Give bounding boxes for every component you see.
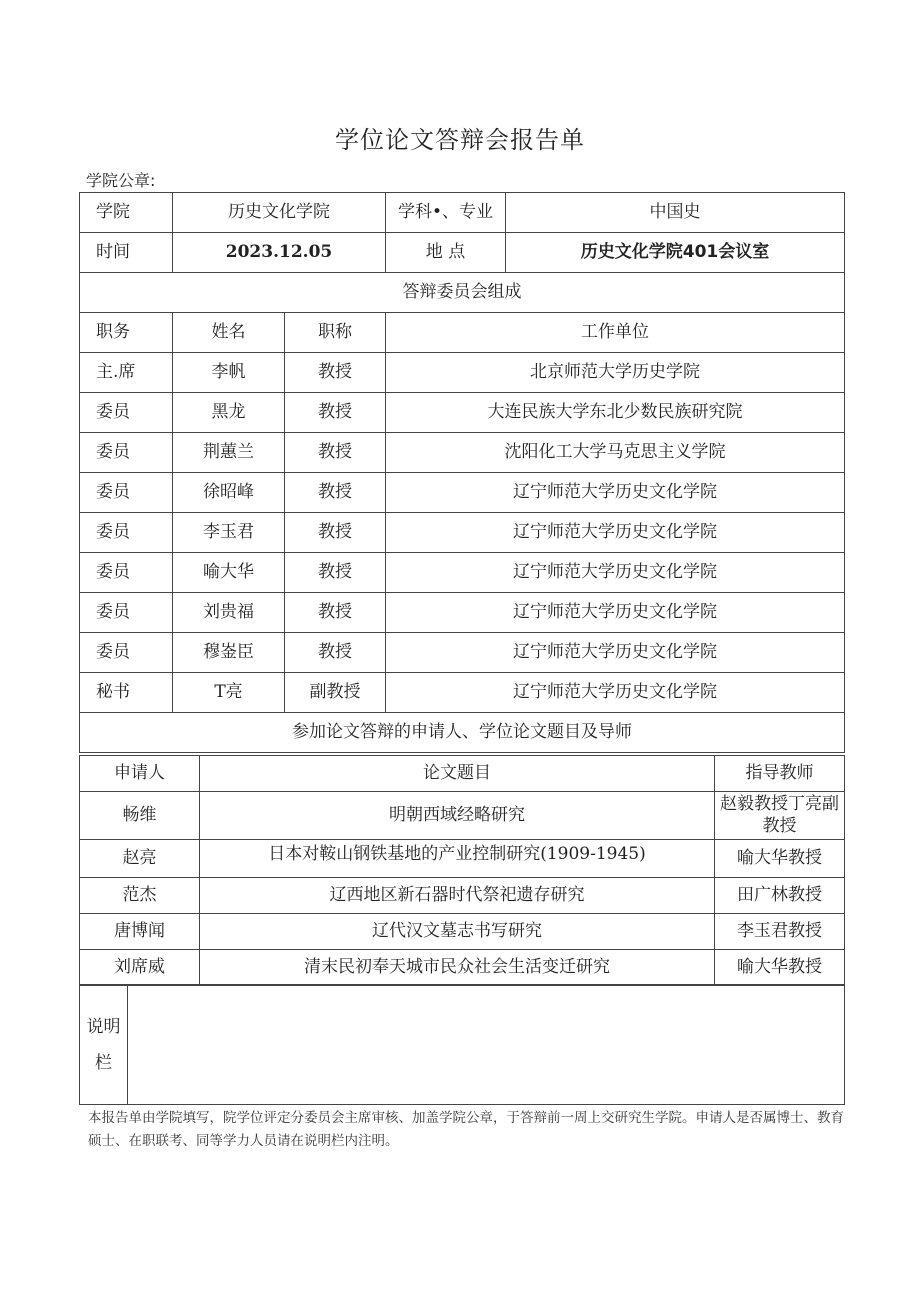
header-name: 姓名 <box>173 313 285 353</box>
member-position: 委员 <box>80 473 173 513</box>
thesis-title: 明朝西域经略研究 <box>200 792 715 840</box>
member-title: 教授 <box>285 393 386 433</box>
applicants-table <box>79 755 845 986</box>
member-position: 委员 <box>80 513 173 553</box>
thesis-title: 辽西地区新石器时代祭祀遗存研究 <box>200 878 715 914</box>
member-name: 穆崟臣 <box>173 633 285 673</box>
member-title: 教授 <box>285 593 386 633</box>
member-title: 教授 <box>285 473 386 513</box>
header-advisor: 指导教师 <box>715 756 845 792</box>
time-label: 时间 <box>80 233 173 273</box>
time-value: 2023.12.05 <box>173 233 386 273</box>
member-affiliation: 辽宁师范大学历史文化学院 <box>386 593 845 633</box>
place-value: 历史文化学院401会议室 <box>506 233 845 273</box>
header-applicant: 申请人 <box>80 756 200 792</box>
remarks-label-top: 说明 <box>86 1016 121 1037</box>
member-position: 委员 <box>80 393 173 433</box>
member-name: 喻大华 <box>173 553 285 593</box>
remarks-label <box>80 985 128 1105</box>
member-name: 李玉君 <box>173 513 285 553</box>
thesis-title: 清末民初奉天城市民众社会生活变迁研究 <box>200 950 715 986</box>
committee-row <box>80 473 845 513</box>
info-row-time <box>80 233 845 273</box>
member-name: 徐昭峰 <box>173 473 285 513</box>
thesis-title: 日本对鞍山钢铁基地的产业控制研究(1909-1945) <box>200 840 715 878</box>
header-position: 职务 <box>80 313 173 353</box>
member-affiliation: 辽宁师范大学历史文化学院 <box>386 553 845 593</box>
applicant-row <box>80 950 845 986</box>
advisor: 赵毅教授丁亮副教授 <box>715 792 845 840</box>
committee-heading: 答辩委员会组成 <box>80 273 845 313</box>
remarks-field[interactable] <box>128 985 845 1105</box>
member-name: T亮 <box>173 673 285 713</box>
applicant-row <box>80 792 845 840</box>
member-affiliation: 辽宁师范大学历史文化学院 <box>386 513 845 553</box>
place-label: 地 点 <box>386 233 506 273</box>
committee-row <box>80 513 845 553</box>
member-position: 委员 <box>80 633 173 673</box>
header-title: 职称 <box>285 313 386 353</box>
applicants-heading: 参加论文答辩的申请人、学位论文题目及导师 <box>80 713 845 753</box>
member-name: 黑龙 <box>173 393 285 433</box>
member-name: 刘贵福 <box>173 593 285 633</box>
member-affiliation: 大连民族大学东北少数民族研究院 <box>386 393 845 433</box>
member-title: 教授 <box>285 553 386 593</box>
committee-row <box>80 593 845 633</box>
college-label: 学院 <box>80 193 173 233</box>
committee-row <box>80 673 845 713</box>
applicant-name: 赵亮 <box>80 840 200 878</box>
committee-row <box>80 633 845 673</box>
applicants-heading-row <box>80 713 845 753</box>
advisor: 田广林教授 <box>715 878 845 914</box>
member-name: 李帆 <box>173 353 285 393</box>
member-title: 副教授 <box>285 673 386 713</box>
committee-row <box>80 433 845 473</box>
member-title: 教授 <box>285 513 386 553</box>
committee-table <box>79 192 845 753</box>
member-position: 委员 <box>80 593 173 633</box>
committee-row <box>80 393 845 433</box>
member-position: 主.席 <box>80 353 173 393</box>
advisor: 喻大华教授 <box>715 950 845 986</box>
applicant-row <box>80 840 845 878</box>
applicants-header-row <box>80 756 845 792</box>
applicant-name: 唐博闻 <box>80 914 200 950</box>
member-title: 教授 <box>285 633 386 673</box>
footnote: 本报告单由学院填写，院学位评定分委员会主席审核、加盖学院公章，于答辩前一周上交研究生学院。申请人是否属博士、教育硕士、在职联考、同等学力人员请在说明栏内注明。 <box>88 1110 844 1149</box>
info-row-college <box>80 193 845 233</box>
member-affiliation: 辽宁师范大学历史文化学院 <box>386 673 845 713</box>
header-affiliation: 工作单位 <box>386 313 845 353</box>
member-title: 教授 <box>285 433 386 473</box>
member-position: 委员 <box>80 553 173 593</box>
remarks-table <box>79 984 845 1105</box>
college-value: 历史文化学院 <box>173 193 386 233</box>
member-name: 荆蕙兰 <box>173 433 285 473</box>
committee-row <box>80 353 845 393</box>
committee-row <box>80 553 845 593</box>
thesis-title: 辽代汉文墓志书写研究 <box>200 914 715 950</box>
applicant-name: 畅维 <box>80 792 200 840</box>
member-affiliation: 辽宁师范大学历史文化学院 <box>386 633 845 673</box>
applicant-name: 范杰 <box>80 878 200 914</box>
committee-heading-row <box>80 273 845 313</box>
member-affiliation: 北京师范大学历史学院 <box>386 353 845 393</box>
advisor: 喻大华教授 <box>715 840 845 878</box>
major-label: 学科•、专业 <box>386 193 506 233</box>
member-affiliation: 沈阳化工大学马克思主义学院 <box>386 433 845 473</box>
committee-header-row <box>80 313 845 353</box>
member-title: 教授 <box>285 353 386 393</box>
applicant-row <box>80 914 845 950</box>
seal-label: 学院公章: <box>86 171 156 190</box>
member-position: 秘书 <box>80 673 173 713</box>
remarks-label-bottom: 栏 <box>95 1052 112 1073</box>
applicant-row <box>80 878 845 914</box>
member-affiliation: 辽宁师范大学历史文化学院 <box>386 473 845 513</box>
applicant-name: 刘席威 <box>80 950 200 986</box>
page-title: 学位论文答辩会报告单 <box>335 126 585 154</box>
major-value: 中国史 <box>506 193 845 233</box>
member-position: 委员 <box>80 433 173 473</box>
advisor: 李玉君教授 <box>715 914 845 950</box>
header-thesis-title: 论文题目 <box>200 756 715 792</box>
